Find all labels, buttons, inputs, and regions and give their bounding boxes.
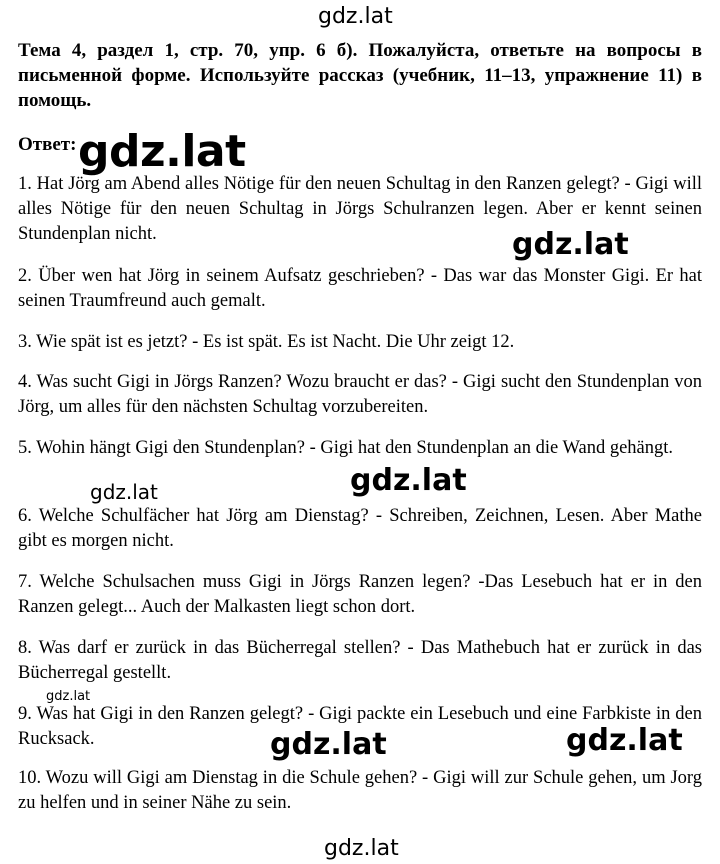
watermark-center-lower: gdz.lat (270, 727, 387, 762)
task-header: Тема 4, раздел 1, стр. 70, упр. 6 б). Пожалуйста, ответьте на вопросы в письменной форме. Используйте рассказ (учебник, 11–13, упражнение 11) в помощь. (18, 40, 702, 111)
answer-9: 9. Was hat Gigi in den Ranzen gelegt? - Gigi packte ein Lesebuch und eine Farbkiste in den Rucksack. (18, 704, 702, 749)
answer-10: 10. Wozu will Gigi am Dienstag in die Schule gehen? - Gigi will zur Schule gehen, um Jorg zu helfen und in seiner Nähe zu sein. (18, 768, 702, 813)
answer-1: 1. Hat Jörg am Abend alles Nötige für den neuen Schultag in den Ranzen gelegt? - Gigi will alles Nötige für den neuen Schultag in Jörgs Schulranzen legen. Aber er kennt seinen Stundenplan nicht. (18, 174, 702, 244)
watermark-left-small: gdz.lat (90, 480, 158, 504)
answer-7: 7. Welche Schulsachen muss Gigi in Jörgs Ranzen legen? -Das Lesebuch hat er in den Ranzen gelegt... Auch der Malkasten liegt schon dort. (18, 572, 702, 617)
answer-2: 2. Über wen hat Jörg in seinem Aufsatz geschrieben? - Das war das Monster Gigi. Er hat seinen Traumfreund auch gemalt. (18, 266, 702, 311)
answer-8: 8. Was darf er zurück in das Bücherregal stellen? - Das Mathebuch hat er zurück in das Bücherregal gestellt. (18, 638, 702, 683)
watermark-tiny: gdz.lat (46, 689, 91, 704)
answer-3: 3. Wie spät ist es jetzt? - Es ist spät. Es ist Nacht. Die Uhr zeigt 12. (18, 332, 515, 352)
watermark-center: gdz.lat (350, 463, 467, 498)
watermark-right-lower: gdz.lat (566, 723, 683, 758)
watermark-top: gdz.lat (318, 4, 393, 29)
watermark-right-1: gdz.lat (512, 227, 629, 262)
answer-6: 6. Welche Schulfächer hat Jörg am Dienstag? - Schreiben, Zeichnen, Lesen. Aber Mathe gibt es morgen nicht. (18, 506, 702, 551)
watermark-large: gdz.lat (78, 126, 246, 177)
answer-label: Ответ: (18, 134, 77, 155)
answer-5: 5. Wohin hängt Gigi den Stundenplan? - Gigi hat den Stundenplan an die Wand gehängt. (18, 438, 674, 458)
answer-4: 4. Was sucht Gigi in Jörgs Ranzen? Wozu braucht er das? - Gigi sucht den Stundenplan von Jörg, um alles für den nächsten Schultag vorzubereiten. (18, 372, 702, 417)
watermark-bottom: gdz.lat (324, 836, 399, 861)
